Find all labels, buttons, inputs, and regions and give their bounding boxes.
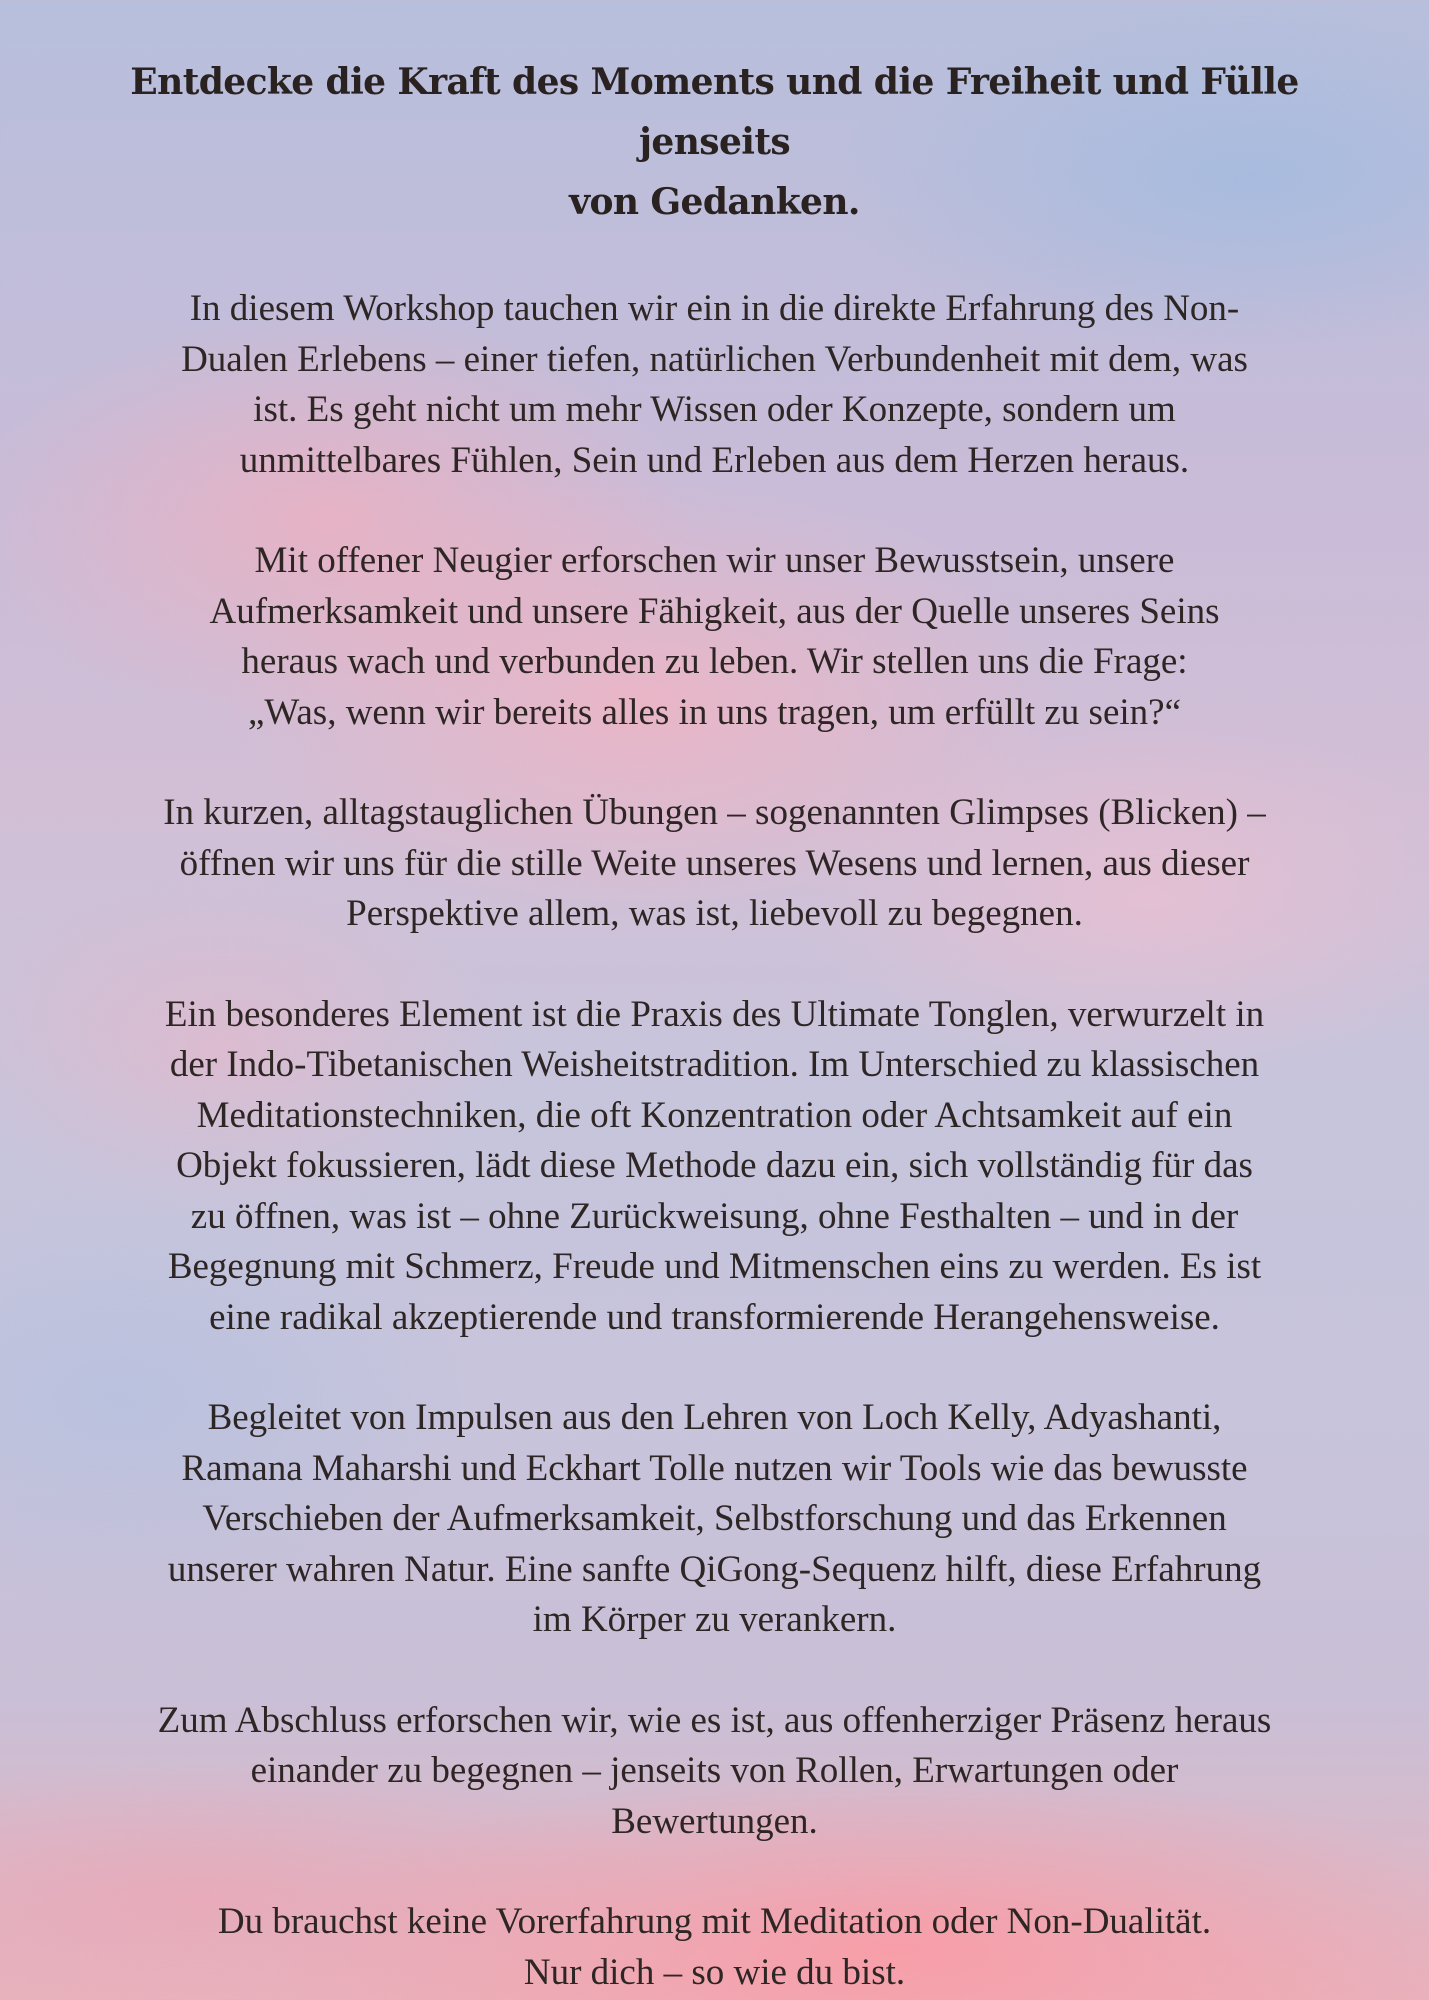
text-line: unmittelbares Fühlen, Sein und Erleben aus dem Herzen heraus.	[239, 439, 1190, 481]
headline-line: Entdecke die Kraft des Moments und die Freiheit und Fülle jenseits	[130, 61, 1299, 163]
text-line: zu öffnen, was ist – ohne Zurückweisung, ohne Festhalten – und in der	[190, 1195, 1239, 1237]
headline-line: von Gedanken.	[569, 181, 860, 223]
paragraph-curiosity	[70, 536, 1359, 738]
text-line: „Was, wenn wir bereits alles in uns tragen, um erfüllt zu sein?“	[247, 691, 1182, 733]
text-line: Mit offener Neugier erforschen wir unser Bewusstsein, unsere	[254, 540, 1175, 581]
text-line: Bewertungen.	[611, 1800, 818, 1842]
text-line: Verschieben der Aufmerksamkeit, Selbstforschung und das Erkennen	[202, 1498, 1227, 1539]
text-line: einander zu begegnen – jenseits von Rollen, Erwartungen oder	[250, 1750, 1179, 1791]
text-line: Ein besonderes Element ist die Praxis des Ultimate Tonglen, verwurzelt in	[164, 993, 1265, 1035]
text-line: Begleitet von Impulsen aus den Lehren von Loch Kelly, Adyashanti,	[207, 1397, 1222, 1438]
text-line: In kurzen, alltagstauglichen Übungen – sogenannten Glimpses (Blicken) –	[163, 792, 1266, 833]
text-line: im Körper zu verankern.	[532, 1599, 897, 1640]
text-line: Aufmerksamkeit und unsere Fähigkeit, aus der Quelle unseres Seins	[209, 590, 1220, 632]
paragraph-glimpses	[70, 788, 1359, 940]
text-line: ist. Es geht nicht um mehr Wissen oder Konzepte, sondern um	[253, 389, 1176, 430]
paragraph-tonglen	[70, 990, 1359, 1344]
text-line: Dualen Erlebens – einer tiefen, natürlichen Verbundenheit mit dem, was	[181, 338, 1248, 380]
text-line: Perspektive allem, was ist, liebevoll zu begegnen.	[346, 893, 1083, 934]
text-line: Du brauchst keine Vorerfahrung mit Meditation oder Non-Dualität.	[217, 1901, 1212, 1942]
text-line: unserer wahren Natur. Eine sanfte QiGong-Sequenz hilft, diese Erfahrung	[167, 1548, 1262, 1590]
text-line: In diesem Workshop tauchen wir ein in die direkte Erfahrung des Non-	[189, 288, 1240, 329]
text-line: Nur dich – so wie du bist.	[523, 1951, 906, 1993]
paragraph-teachers	[70, 1393, 1359, 1646]
text-line: heraus wach und verbunden zu leben. Wir stellen uns die Frage:	[241, 641, 1188, 682]
text-line: eine radikal akzeptierende und transformierende Herangehensweise.	[209, 1296, 1220, 1338]
paragraph-invitation	[70, 1897, 1359, 1998]
headline	[70, 52, 1359, 232]
flyer-text	[70, 52, 1359, 2000]
paragraph-closing	[70, 1696, 1359, 1848]
text-line: öffnen wir uns für die stille Weite unseres Wesens und lernen, aus dieser	[179, 842, 1250, 884]
text-line: Ramana Maharshi und Eckhart Tolle nutzen wir Tools wie das bewusste	[181, 1447, 1248, 1489]
paragraph-intro	[70, 284, 1359, 486]
text-line: Meditationstechniken, die oft Konzentration oder Achtsamkeit auf ein	[196, 1094, 1233, 1136]
text-line: Zum Abschluss erforschen wir, wie es ist, aus offenherziger Präsenz heraus	[157, 1699, 1272, 1741]
text-line: Objekt fokussieren, lädt diese Methode dazu ein, sich vollständig für das	[176, 1145, 1253, 1186]
text-line: Begegnung mit Schmerz, Freude und Mitmenschen eins zu werden. Es ist	[167, 1246, 1262, 1287]
text-line: der Indo-Tibetanischen Weisheitstradition. Im Unterschied zu klassischen	[169, 1044, 1260, 1085]
